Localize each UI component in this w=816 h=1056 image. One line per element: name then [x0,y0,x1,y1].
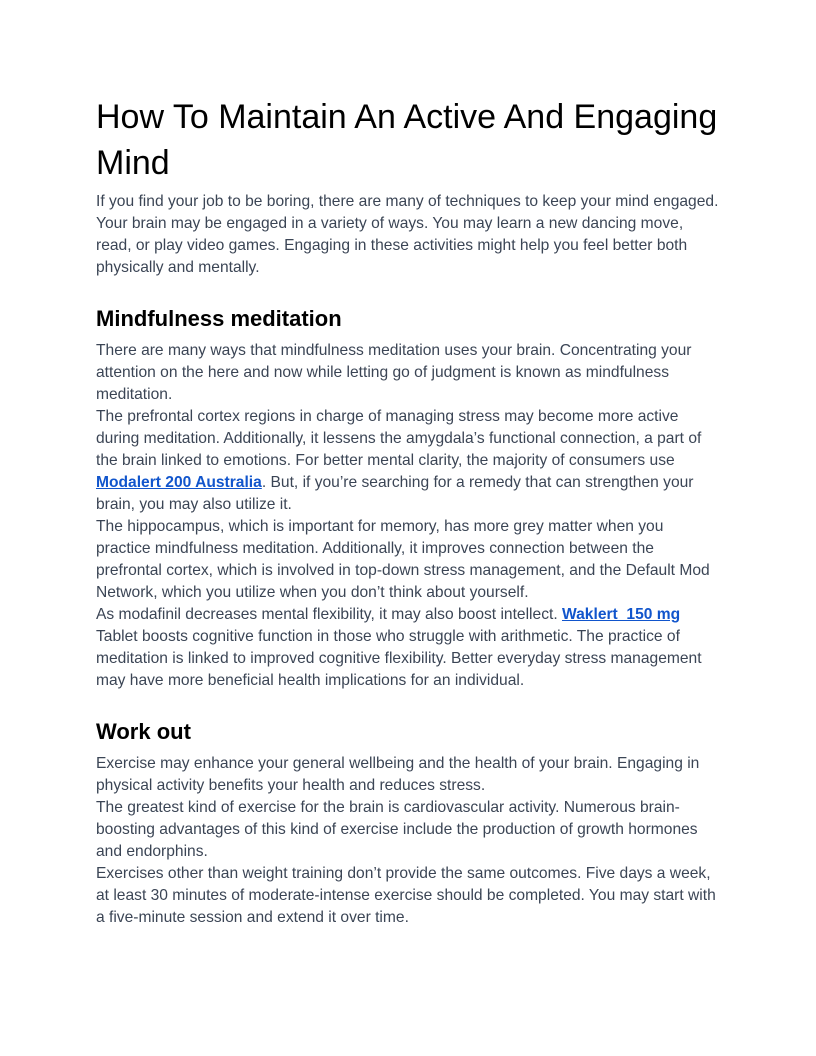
mindfulness-paragraph-4 [96,604,720,692]
page-title: How To Maintain An Active And Engaging Mind [96,98,718,182]
mindfulness-paragraph-2-text-b: . But, if you’re searching for a remedy that can strengthen your brain, you may also utilize it. [96,474,694,513]
workout-paragraph-2: The greatest kind of exercise for the brain is cardiovascular activity. Numerous brain-boosting advantages of this kind of exercise include the production of growth hormones and endorphins. [96,799,698,860]
section-heading-mindfulness: Mindfulness meditation [96,306,342,331]
workout-paragraph-1: Exercise may enhance your general wellbeing and the health of your brain. Engaging in physical activity benefits your health and reduces stress. [96,755,700,794]
mindfulness-paragraph-4-text-b: Tablet boosts cognitive function in those who struggle with arithmetic. The practice of meditation is linked to improved cognitive flexibility. Better everyday stress management may have more beneficial health implications for an individual. [96,628,702,689]
intro-paragraph: If you find your job to be boring, there are many of techniques to keep your mind engaged. Your brain may be engaged in a variety of ways. You may learn a new dancing move, read, or play video games. Engaging in these activities might help you feel better both physically and mentally. [96,193,719,276]
mindfulness-paragraph-2 [96,406,720,516]
mindfulness-paragraph-2-text-a: The prefrontal cortex regions in charge of managing stress may become more active during meditation. Additionally, it lessens the amygdala’s functional connection, a part of the brain linked to emotions. For better mental clarity, the majority of consumers use [96,408,702,469]
mindfulness-paragraph-3: The hippocampus, which is important for memory, has more grey matter when you practice mindfulness meditation. Additionally, it improves connection between the prefrontal cortex, which is involved in top-down stress management, and the Default Mod Network, which you utilize when you don’t think about yourself. [96,518,710,601]
section-heading-work-out: Work out [96,719,191,744]
mindfulness-paragraph-4-text-a: As modafinil decreases mental flexibility, it may also boost intellect. [96,606,562,623]
modalert-link[interactable]: Modalert 200 Australia [96,474,262,491]
mindfulness-paragraph-1: There are many ways that mindfulness meditation uses your brain. Concentrating your attention on the here and now while letting go of judgment is known as mindfulness meditation. [96,342,692,403]
workout-paragraph-3: Exercises other than weight training don’t provide the same outcomes. Five days a week, at least 30 minutes of moderate-intense exercise should be completed. You may start with a five-minute session and extend it over time. [96,865,716,926]
waklert-link[interactable]: Waklert 150 mg [562,606,681,623]
document-page [96,94,720,929]
